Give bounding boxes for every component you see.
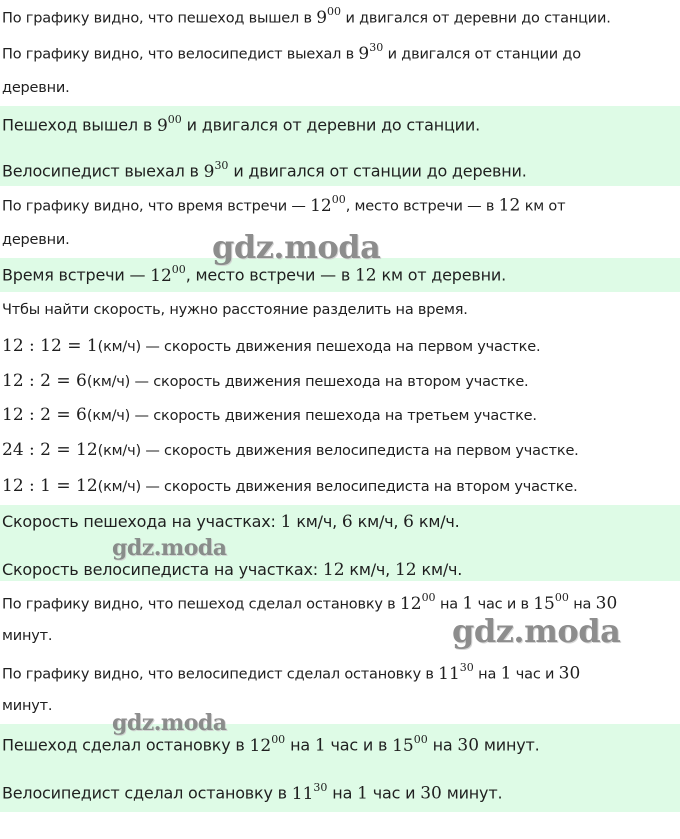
time-value: $11^{30}$	[438, 661, 474, 684]
text: км от деревни.	[376, 265, 506, 285]
watermark-logo: gdz.moda	[112, 710, 227, 736]
watermark-logo: gdz.moda	[112, 535, 227, 561]
time-value: $9^{00}$	[156, 113, 182, 136]
time-value: $9^{30}$	[203, 159, 229, 182]
text-line	[2, 194, 565, 216]
formula-line	[2, 336, 540, 356]
text: и двигался от деревни до станции.	[181, 115, 480, 135]
text: и двигался от станции до деревни.	[228, 161, 527, 181]
formula: 12 : 2 = 6	[2, 371, 87, 391]
distance-value: 12	[498, 195, 521, 216]
text: , место встречи — в	[185, 265, 355, 285]
text-line	[2, 42, 581, 64]
time-value: $9^{30}$	[358, 41, 384, 64]
answer-line: Скорость велосипедиста на участках: 12 км/ч, 12 км/ч.	[2, 560, 463, 580]
text: Велосипедист выехал в	[2, 161, 204, 181]
formula-line	[2, 405, 537, 425]
text-line	[2, 6, 611, 28]
text-line: По графику видно, что пешеход сделал остановку в $12^{00}$ на 1 час и в $15^{00}$ на 30	[2, 591, 618, 614]
text: Чтбы найти скорость, нужно расстояние разделить на время.	[2, 302, 468, 318]
formula: 24 : 2 = 12	[2, 440, 98, 460]
text-line	[2, 232, 70, 248]
answer-line	[2, 160, 527, 182]
text: Время встречи —	[2, 265, 151, 285]
answer-line: Велосипедист сделал остановку в $11^{30}$ на 1 час и 30 минут.	[2, 781, 503, 804]
text-line	[2, 80, 70, 96]
text: (км/ч) — скорость движения велосипедиста на втором участке.	[97, 479, 578, 495]
text: деревни.	[2, 232, 70, 248]
text: Пешеход вышел в	[2, 115, 157, 135]
time-value: $15^{00}$	[392, 733, 428, 756]
text: По графику видно, что велосипедист выехал в	[2, 46, 359, 63]
time-value: $12^{00}$	[310, 193, 346, 216]
text: , место встречи — в	[345, 198, 499, 215]
text-line	[2, 302, 468, 318]
time-value: $12^{00}$	[150, 263, 186, 286]
formula-line	[2, 371, 528, 391]
time-value: $11^{30}$	[291, 781, 328, 804]
formula-line	[2, 476, 577, 496]
text-line: По графику видно, что велосипедист сделал остановку в $11^{30}$ на 1 час и 30	[2, 661, 581, 684]
time-value: $12^{00}$	[249, 733, 286, 756]
answer-line: Скорость пешехода на участках: 1 км/ч, 6 км/ч, 6 км/ч.	[2, 512, 460, 532]
text: км от	[520, 198, 566, 215]
text-line: минут.	[2, 628, 53, 644]
formula: 12 : 1 = 12	[2, 476, 98, 496]
text-line: минут.	[2, 698, 53, 714]
text: (км/ч) — скорость движения велосипедиста на первом участке.	[97, 443, 579, 459]
time-value: $15^{00}$	[533, 591, 569, 614]
time-value: $12^{00}$	[399, 591, 436, 614]
answer-line	[2, 264, 506, 286]
text: и двигался от станции до	[383, 46, 581, 63]
formula: 12 : 12 = 1	[2, 336, 98, 356]
text: По графику видно, что пешеход вышел в	[2, 10, 317, 27]
formula: 12 : 2 = 6	[2, 405, 87, 425]
answer-line	[2, 114, 480, 136]
text: По графику видно, что время встречи —	[2, 198, 311, 215]
text: (км/ч) — скорость движения пешехода на третьем участке.	[86, 408, 537, 424]
text: и двигался от деревни до станции.	[341, 10, 611, 27]
text: деревни.	[2, 80, 70, 96]
text: (км/ч) — скорость движения пешехода на первом участке.	[97, 339, 541, 355]
text: Скорость пешехода на участках:	[2, 512, 281, 531]
text: Скорость велосипедиста на участках:	[2, 560, 323, 579]
watermark-logo: gdz.moda	[452, 612, 621, 650]
answer-line: Пешеход сделал остановку в $12^{00}$ на 1 час и в $15^{00}$ на 30 минут.	[2, 733, 540, 756]
time-value: $9^{00}$	[316, 5, 342, 28]
watermark-logo: gdz.moda	[212, 228, 381, 266]
text: (км/ч) — скорость движения пешехода на втором участке.	[86, 374, 529, 390]
formula-line	[2, 440, 579, 460]
distance-value: 12	[354, 265, 377, 286]
